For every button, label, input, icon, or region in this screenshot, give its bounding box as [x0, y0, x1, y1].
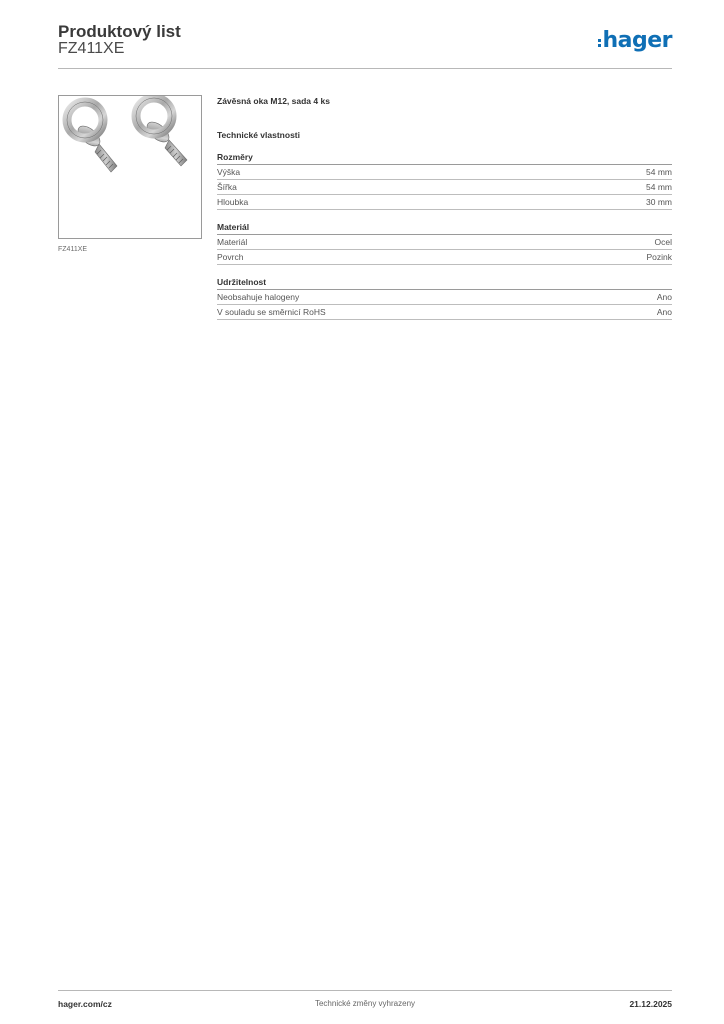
spec-row	[217, 195, 672, 210]
spec-row	[217, 290, 672, 305]
spec-label: V souladu se směrnicí RoHS	[217, 307, 326, 317]
section-heading: Technické vlastnosti	[217, 130, 300, 140]
page-header	[58, 20, 672, 69]
group-title: Materiál	[217, 222, 672, 235]
logo-dots-icon	[598, 38, 601, 48]
spec-row	[217, 165, 672, 180]
spec-label: Hloubka	[217, 197, 249, 207]
spec-group-sustainability	[217, 277, 672, 320]
group-title: Udržitelnost	[217, 277, 672, 290]
image-caption: FZ411XE	[58, 246, 88, 253]
spec-group-material	[217, 222, 672, 265]
spec-label: Materiál	[217, 237, 248, 247]
spec-label: Šířka	[217, 182, 237, 192]
eye-bolt-photo-icon	[59, 96, 201, 238]
page-footer	[58, 990, 672, 1015]
spec-value: 54 mm	[646, 182, 672, 192]
spec-value: Pozink	[646, 252, 672, 262]
spec-label: Výška	[217, 167, 241, 177]
footer-disclaimer: Technické změny vyhrazeny	[314, 999, 416, 1008]
footer-date: 21.12.2025	[629, 999, 672, 1009]
spec-value: 54 mm	[646, 167, 672, 177]
spec-label: Neobsahuje halogeny	[217, 292, 300, 302]
product-details	[217, 96, 672, 332]
spec-row	[217, 305, 672, 320]
spec-value: Ano	[656, 307, 672, 317]
spec-row	[217, 250, 672, 265]
document-title: Produktový list	[58, 22, 181, 41]
spec-value: Ocel	[654, 237, 672, 247]
spec-row	[217, 180, 672, 195]
spec-label: Povrch	[217, 252, 244, 262]
group-title: Rozměry	[217, 152, 672, 165]
spec-value: 30 mm	[646, 197, 672, 207]
product-code: FZ411XE	[58, 40, 125, 57]
spec-row	[217, 235, 672, 250]
product-image	[58, 95, 202, 239]
product-name: Závěsná oka M12, sada 4 ks	[217, 96, 330, 106]
footer-website-link[interactable]: hager.com/cz	[58, 999, 112, 1009]
hager-logo[interactable]	[598, 28, 672, 54]
spec-value: Ano	[656, 292, 672, 302]
spec-group-dimensions	[217, 152, 672, 210]
logo-text: hager	[602, 28, 672, 53]
